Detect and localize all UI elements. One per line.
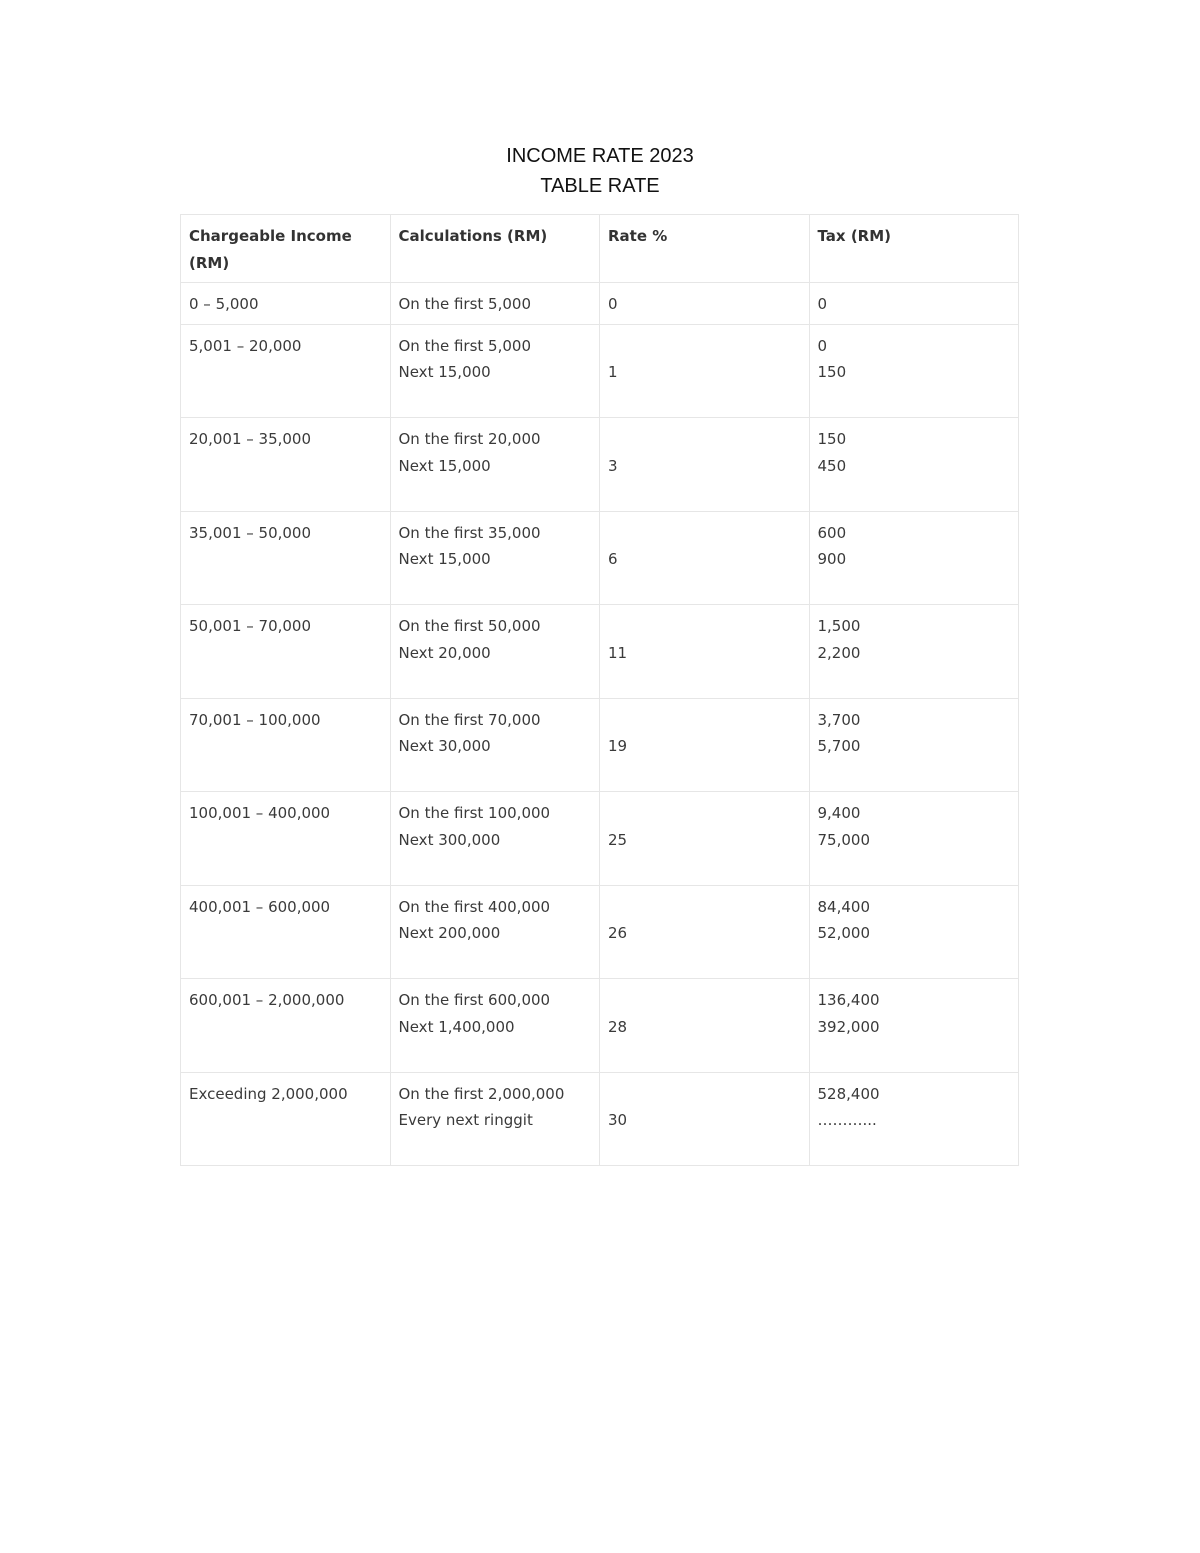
calculation-line: On the first 100,000 xyxy=(398,804,551,822)
tax-cell xyxy=(809,885,1019,979)
tax-line: 450 xyxy=(817,456,847,475)
income-cell: 35,001 – 50,000 xyxy=(181,511,391,605)
calculation-line: On the first 70,000 xyxy=(398,710,541,729)
tax-cell xyxy=(809,1072,1019,1166)
income-cell: 20,001 – 35,000 xyxy=(181,418,391,512)
tax-line: 5,700 xyxy=(817,737,861,755)
rate-cell: 30 xyxy=(600,1072,810,1166)
income-cell: 100,001 – 400,000 xyxy=(181,792,391,886)
table-body xyxy=(181,283,1019,1166)
rate-cell: 6 xyxy=(600,511,810,605)
header-chargeable-income: Chargeable Income (RM) xyxy=(181,215,391,283)
tax-line: 150 xyxy=(817,363,847,381)
tax-line: 75,000 xyxy=(817,830,870,849)
calculation-line: On the first 600,000 xyxy=(398,991,551,1009)
tax-line: 392,000 xyxy=(817,1017,880,1036)
calculation-cell xyxy=(390,792,600,886)
income-cell: 600,001 – 2,000,000 xyxy=(181,979,391,1073)
header-calculations: Calculations (RM) xyxy=(390,215,600,283)
table-row xyxy=(181,698,1019,792)
calculation-cell xyxy=(390,605,600,699)
tax-cell xyxy=(809,418,1019,512)
calculation-line: On the first 5,000 xyxy=(398,336,531,355)
tax-line: 3,700 xyxy=(817,710,861,729)
tax-line: 84,400 xyxy=(817,897,870,916)
tax-line: 0 xyxy=(817,295,828,313)
document-subtitle: TABLE RATE xyxy=(540,175,660,197)
calculation-line: Every next ringgit xyxy=(398,1111,533,1129)
calculation-line: Next 15,000 xyxy=(398,363,491,381)
rate-cell: 26 xyxy=(600,885,810,979)
tax-cell xyxy=(809,324,1019,418)
calculation-cell xyxy=(390,1072,600,1166)
table-row xyxy=(181,283,1019,325)
header-rate: Rate % xyxy=(600,215,810,283)
calculation-line: Next 300,000 xyxy=(398,830,501,849)
tax-line: 150 xyxy=(817,430,847,448)
income-cell: 400,001 – 600,000 xyxy=(181,885,391,979)
tax-line: 600 xyxy=(817,523,847,542)
tax-line: 0 xyxy=(817,336,828,355)
table-row xyxy=(181,605,1019,699)
calculation-line: On the first 35,000 xyxy=(398,523,541,542)
calculation-line: Next 200,000 xyxy=(398,924,501,942)
document-title: INCOME RATE 2023 xyxy=(506,145,694,167)
table-header-row xyxy=(181,215,1019,283)
calculation-cell xyxy=(390,885,600,979)
tax-cell xyxy=(809,698,1019,792)
tax-cell xyxy=(809,979,1019,1073)
income-cell: Exceeding 2,000,000 xyxy=(181,1072,391,1166)
tax-cell xyxy=(809,511,1019,605)
calculation-line: On the first 5,000 xyxy=(398,295,531,313)
table-row xyxy=(181,418,1019,512)
tax-line: ………... xyxy=(817,1111,877,1129)
income-cell: 5,001 – 20,000 xyxy=(181,324,391,418)
calculation-line: On the first 400,000 xyxy=(398,897,551,916)
calculation-cell xyxy=(390,698,600,792)
rate-cell: 28 xyxy=(600,979,810,1073)
rate-cell: 25 xyxy=(600,792,810,886)
calculation-cell xyxy=(390,324,600,418)
table-row xyxy=(181,1072,1019,1166)
table-row xyxy=(181,885,1019,979)
tax-line: 1,500 xyxy=(817,617,861,635)
tax-line: 136,400 xyxy=(817,991,880,1009)
rate-cell: 11 xyxy=(600,605,810,699)
calculation-line: Next 1,400,000 xyxy=(398,1017,515,1036)
income-cell: 50,001 – 70,000 xyxy=(181,605,391,699)
table-row xyxy=(181,792,1019,886)
calculation-line: On the first 50,000 xyxy=(398,617,541,635)
table-row xyxy=(181,979,1019,1073)
table-row xyxy=(181,511,1019,605)
tax-line: 52,000 xyxy=(817,924,870,942)
document-title-block xyxy=(0,141,1200,201)
tax-cell xyxy=(809,792,1019,886)
tax-line: 528,400 xyxy=(817,1084,880,1103)
rate-cell: 1 xyxy=(600,324,810,418)
income-cell: 70,001 – 100,000 xyxy=(181,698,391,792)
tax-cell xyxy=(809,283,1019,325)
table-row xyxy=(181,324,1019,418)
rate-cell: 0 xyxy=(600,283,810,325)
calculation-line: On the first 2,000,000 xyxy=(398,1084,565,1103)
header-tax: Tax (RM) xyxy=(809,215,1019,283)
calculation-cell xyxy=(390,979,600,1073)
calculation-cell xyxy=(390,418,600,512)
tax-line: 2,200 xyxy=(817,643,861,662)
tax-line: 9,400 xyxy=(817,804,861,822)
tax-line: 900 xyxy=(817,550,847,568)
calculation-cell xyxy=(390,511,600,605)
tax-cell xyxy=(809,605,1019,699)
calculation-line: On the first 20,000 xyxy=(398,430,541,448)
income-tax-rate-table xyxy=(180,214,1019,1166)
income-cell: 0 – 5,000 xyxy=(181,283,391,325)
rate-cell: 3 xyxy=(600,418,810,512)
calculation-line: Next 30,000 xyxy=(398,737,491,755)
calculation-line: Next 15,000 xyxy=(398,456,491,475)
rate-cell: 19 xyxy=(600,698,810,792)
calculation-line: Next 20,000 xyxy=(398,643,491,662)
calculation-line: Next 15,000 xyxy=(398,550,491,568)
calculation-cell xyxy=(390,283,600,325)
